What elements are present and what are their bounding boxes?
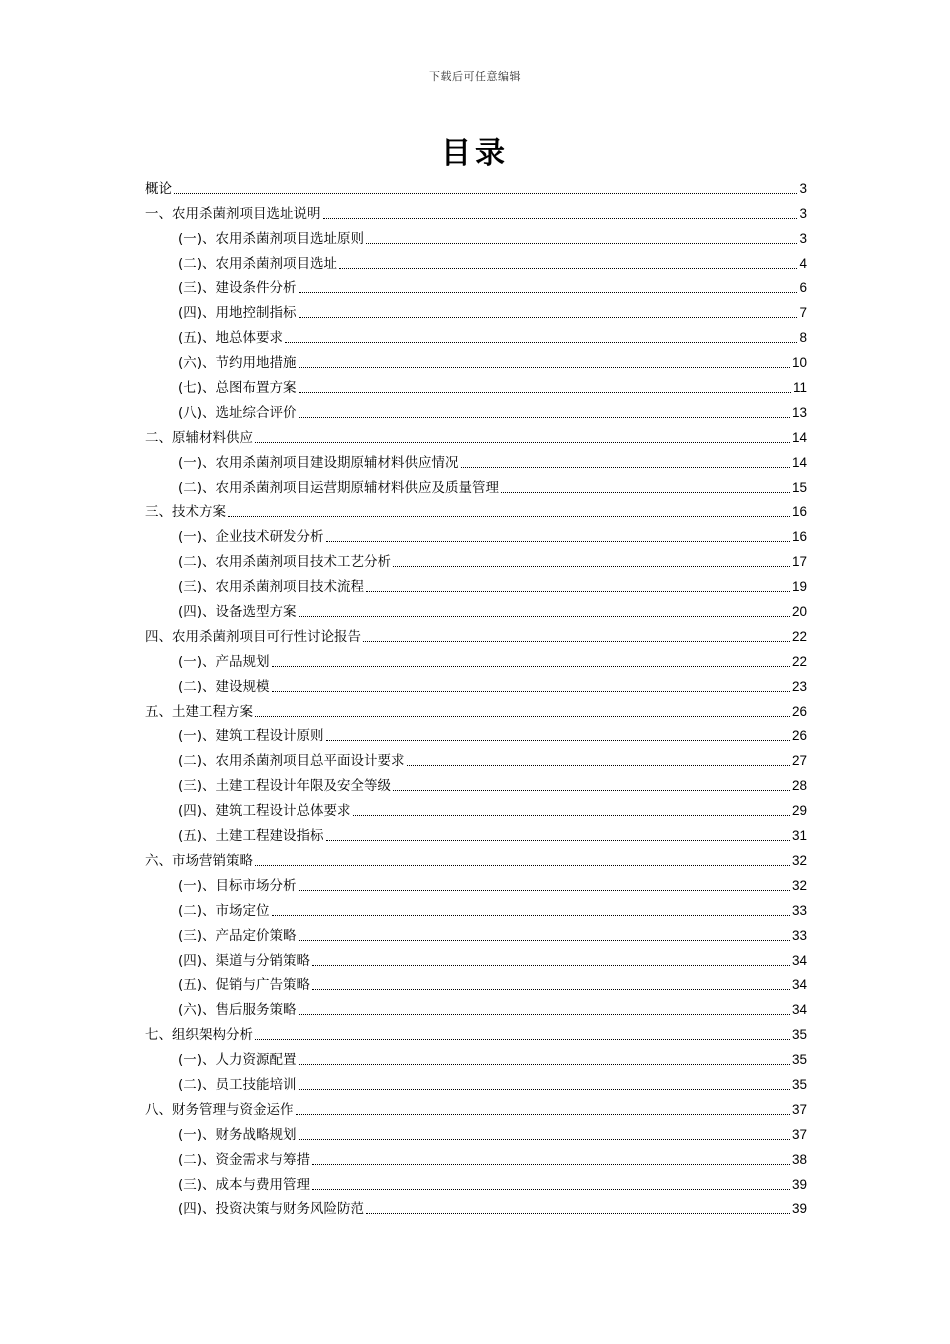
toc-dot-leader <box>353 814 790 816</box>
toc-entry-label: (二)、农用杀菌剂项目总平面设计要求 <box>178 753 405 770</box>
toc-page-number: 28 <box>791 778 807 794</box>
toc-dot-leader <box>323 217 798 219</box>
toc-dot-leader <box>285 341 797 343</box>
toc-dot-leader <box>326 540 790 542</box>
toc-page-number: 39 <box>791 1176 807 1192</box>
toc-subentry[interactable] <box>145 398 807 423</box>
toc-dot-leader <box>228 515 790 517</box>
toc-subentry[interactable] <box>145 821 807 846</box>
toc-entry-label: (三)、成本与费用管理 <box>178 1176 311 1193</box>
toc-entry-label: (一)、目标市场分析 <box>178 877 297 894</box>
toc-dot-leader <box>299 889 790 891</box>
toc-page-number: 33 <box>791 927 807 943</box>
toc-subentry[interactable] <box>145 796 807 821</box>
toc-entry-label: (一)、产品规划 <box>178 653 270 670</box>
toc-subentry[interactable] <box>145 522 807 547</box>
toc-page-number: 31 <box>791 828 807 844</box>
toc-page-number: 7 <box>799 305 807 321</box>
toc-entry-label: (一)、建筑工程设计原则 <box>178 728 324 745</box>
toc-entry[interactable] <box>145 846 807 871</box>
toc-page-number: 35 <box>791 1027 807 1043</box>
toc-subentry[interactable] <box>145 547 807 572</box>
toc-page-number: 3 <box>799 180 807 196</box>
toc-page-number: 14 <box>791 454 807 470</box>
toc-dot-leader <box>312 1188 790 1190</box>
toc-page-number: 11 <box>792 380 807 396</box>
toc-dot-leader <box>255 441 790 443</box>
toc-entry-label: (三)、建设条件分析 <box>178 280 297 297</box>
toc-entry-label: 一、农用杀菌剂项目选址说明 <box>145 205 321 222</box>
toc-entry-label: 三、技术方案 <box>145 504 226 521</box>
toc-subentry[interactable] <box>145 746 807 771</box>
toc-dot-leader <box>299 1063 790 1065</box>
toc-subentry[interactable] <box>145 896 807 921</box>
toc-dot-leader <box>174 192 797 194</box>
toc-subentry[interactable] <box>145 1120 807 1145</box>
toc-dot-leader <box>299 1013 790 1015</box>
toc-dot-leader <box>312 1163 790 1165</box>
toc-entry-label: 二、原辅材料供应 <box>145 429 253 446</box>
toc-subentry[interactable] <box>145 473 807 498</box>
toc-entry[interactable] <box>145 1020 807 1045</box>
toc-entry-label: 七、组织架构分析 <box>145 1027 253 1044</box>
toc-dot-leader <box>407 764 790 766</box>
toc-page-number: 37 <box>791 1126 807 1142</box>
toc-entry-label: 概论 <box>145 180 172 197</box>
toc-subentry[interactable] <box>145 995 807 1020</box>
toc-entry-label: (五)、土建工程建设指标 <box>178 828 324 845</box>
toc-entry-label: 八、财务管理与资金运作 <box>145 1101 294 1118</box>
toc-page-number: 19 <box>791 579 807 595</box>
toc-page-number: 17 <box>791 554 807 570</box>
toc-dot-leader <box>299 291 798 293</box>
toc-subentry[interactable] <box>145 1170 807 1195</box>
toc-entry-label: (二)、资金需求与筹措 <box>178 1151 311 1168</box>
toc-subentry[interactable] <box>145 971 807 996</box>
toc-entry[interactable] <box>145 199 807 224</box>
toc-page-number: 38 <box>791 1151 807 1167</box>
toc-dot-leader <box>299 1088 790 1090</box>
toc-entry-label: (二)、员工技能培训 <box>178 1076 297 1093</box>
toc-subentry[interactable] <box>145 771 807 796</box>
toc-page-number: 26 <box>791 703 807 719</box>
toc-entry[interactable] <box>145 498 807 523</box>
toc-dot-leader <box>501 491 790 493</box>
toc-entry-label: (五)、地总体要求 <box>178 330 284 347</box>
toc-entry-label: (五)、促销与广告策略 <box>178 977 311 994</box>
toc-subentry[interactable] <box>145 871 807 896</box>
table-of-contents <box>145 174 807 1219</box>
toc-dot-leader <box>393 789 790 791</box>
toc-dot-leader <box>272 914 790 916</box>
toc-dot-leader <box>255 864 790 866</box>
toc-page-number: 16 <box>791 504 807 520</box>
toc-page-number: 20 <box>791 604 807 620</box>
toc-page-number: 26 <box>791 728 807 744</box>
toc-dot-leader <box>326 839 790 841</box>
toc-dot-leader <box>299 1138 790 1140</box>
toc-dot-leader <box>299 416 790 418</box>
toc-page-number: 10 <box>791 355 807 371</box>
toc-entry-label: (六)、售后服务策略 <box>178 1002 297 1019</box>
toc-dot-leader <box>255 1038 790 1040</box>
toc-entry-label: (一)、人力资源配置 <box>178 1052 297 1069</box>
toc-subentry[interactable] <box>145 672 807 697</box>
toc-entry[interactable] <box>145 174 807 199</box>
toc-page-number: 6 <box>799 280 807 296</box>
toc-dot-leader <box>366 242 797 244</box>
toc-page-number: 29 <box>791 803 807 819</box>
toc-dot-leader <box>272 690 790 692</box>
toc-dot-leader <box>366 590 790 592</box>
toc-entry[interactable] <box>145 622 807 647</box>
toc-entry-label: (二)、农用杀菌剂项目运营期原辅材料供应及质量管理 <box>178 479 500 496</box>
toc-page-number: 15 <box>791 479 807 495</box>
toc-entry[interactable] <box>145 697 807 722</box>
toc-subentry[interactable] <box>145 1145 807 1170</box>
toc-entry-label: (二)、建设规模 <box>178 678 270 695</box>
toc-dot-leader <box>363 640 790 642</box>
toc-entry-label: (三)、农用杀菌剂项目技术流程 <box>178 579 365 596</box>
toc-page-number: 34 <box>791 952 807 968</box>
toc-dot-leader <box>366 1212 790 1214</box>
toc-dot-leader <box>312 964 790 966</box>
toc-entry-label: (四)、渠道与分销策略 <box>178 952 311 969</box>
toc-page-number: 4 <box>799 255 807 271</box>
toc-entry-label: (一)、农用杀菌剂项目选址原则 <box>178 230 365 247</box>
toc-subentry[interactable] <box>145 323 807 348</box>
toc-subentry[interactable] <box>145 946 807 971</box>
toc-entry-label: (四)、用地控制指标 <box>178 305 297 322</box>
toc-subentry[interactable] <box>145 1045 807 1070</box>
toc-subentry[interactable] <box>145 722 807 747</box>
toc-entry-label: (六)、节约用地措施 <box>178 355 297 372</box>
page-title: 目录 <box>441 136 509 171</box>
toc-entry-label: (八)、选址综合评价 <box>178 404 297 421</box>
toc-entry-label: (二)、市场定位 <box>178 902 270 919</box>
toc-page-number: 34 <box>791 977 807 993</box>
toc-entry-label: 五、土建工程方案 <box>145 703 253 720</box>
toc-subentry[interactable] <box>145 1195 807 1220</box>
toc-page-number: 13 <box>791 404 807 420</box>
toc-page-number: 3 <box>799 230 807 246</box>
toc-entry-label: (一)、企业技术研发分析 <box>178 529 324 546</box>
toc-dot-leader <box>299 615 790 617</box>
toc-entry-label: (三)、产品定价策略 <box>178 927 297 944</box>
toc-dot-leader <box>299 939 790 941</box>
toc-entry[interactable] <box>145 423 807 448</box>
toc-dot-leader <box>299 366 790 368</box>
toc-entry-label: (四)、设备选型方案 <box>178 604 297 621</box>
toc-page-number: 23 <box>791 678 807 694</box>
toc-page-number: 33 <box>791 902 807 918</box>
toc-entry-label: (一)、财务战略规划 <box>178 1126 297 1143</box>
toc-subentry[interactable] <box>145 298 807 323</box>
toc-dot-leader <box>272 665 790 667</box>
toc-page-number: 34 <box>791 1002 807 1018</box>
toc-subentry[interactable] <box>145 921 807 946</box>
toc-dot-leader <box>255 715 790 717</box>
toc-dot-leader <box>299 316 798 318</box>
toc-page-number: 32 <box>791 877 807 893</box>
toc-page-number: 37 <box>791 1101 807 1117</box>
toc-subentry[interactable] <box>145 448 807 473</box>
toc-page-number: 32 <box>791 852 807 868</box>
toc-page-number: 3 <box>799 205 807 221</box>
toc-entry-label: (二)、农用杀菌剂项目选址 <box>178 255 338 272</box>
toc-page-number: 35 <box>791 1052 807 1068</box>
toc-dot-leader <box>326 739 790 741</box>
toc-page-number: 14 <box>791 429 807 445</box>
toc-subentry[interactable] <box>145 572 807 597</box>
toc-entry-label: (四)、投资决策与财务风险防范 <box>178 1201 365 1218</box>
toc-dot-leader <box>461 466 790 468</box>
toc-page-number: 27 <box>791 753 807 769</box>
toc-entry-label: 六、市场营销策略 <box>145 852 253 869</box>
toc-dot-leader <box>299 391 791 393</box>
toc-dot-leader <box>312 988 790 990</box>
toc-subentry[interactable] <box>145 373 807 398</box>
toc-subentry[interactable] <box>145 348 807 373</box>
toc-entry-label: (四)、建筑工程设计总体要求 <box>178 803 351 820</box>
toc-entry-label: (三)、土建工程设计年限及安全等级 <box>178 778 392 795</box>
toc-page-number: 16 <box>791 529 807 545</box>
toc-dot-leader <box>339 267 797 269</box>
toc-entry-label: (二)、农用杀菌剂项目技术工艺分析 <box>178 554 392 571</box>
toc-subentry[interactable] <box>145 1070 807 1095</box>
toc-page-number: 8 <box>799 330 807 346</box>
toc-page-number: 35 <box>791 1076 807 1092</box>
toc-subentry[interactable] <box>145 224 807 249</box>
toc-page-number: 22 <box>791 628 807 644</box>
toc-entry-label: 四、农用杀菌剂项目可行性讨论报告 <box>145 628 361 645</box>
toc-page-number: 39 <box>791 1201 807 1217</box>
toc-entry-label: (七)、总图布置方案 <box>178 380 297 397</box>
toc-dot-leader <box>296 1113 790 1115</box>
header-note: 下载后可任意编辑 <box>429 70 521 83</box>
toc-entry[interactable] <box>145 1095 807 1120</box>
toc-dot-leader <box>393 565 790 567</box>
toc-subentry[interactable] <box>145 597 807 622</box>
toc-subentry[interactable] <box>145 249 807 274</box>
toc-entry-label: (一)、农用杀菌剂项目建设期原辅材料供应情况 <box>178 454 459 471</box>
toc-subentry[interactable] <box>145 647 807 672</box>
toc-page-number: 22 <box>791 653 807 669</box>
toc-subentry[interactable] <box>145 274 807 299</box>
